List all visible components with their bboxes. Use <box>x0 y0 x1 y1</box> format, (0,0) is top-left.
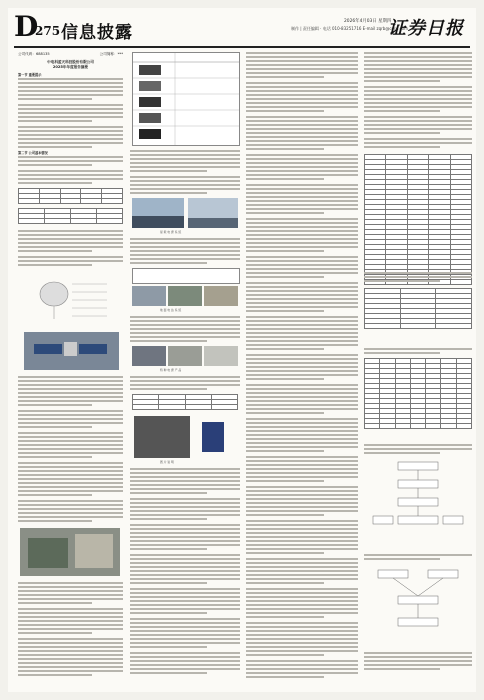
diagram-figure <box>32 274 112 324</box>
column-2 <box>130 52 240 684</box>
photo-solar-b <box>188 198 238 228</box>
shareholder-table <box>364 288 472 329</box>
photo-c <box>204 286 238 306</box>
shareholder-table-2 <box>364 358 472 429</box>
section-letter: D <box>14 10 39 43</box>
photo-solar-a <box>132 198 184 228</box>
caption: 星 载 电 源 系 统 <box>160 230 182 234</box>
column-3 <box>246 52 358 684</box>
photo-f <box>204 346 238 366</box>
ownership-diagram <box>368 460 468 550</box>
photo-device <box>202 422 224 452</box>
section-heading-2: 第二节 公司基本情况 <box>18 151 48 155</box>
photo-equipment <box>20 528 120 576</box>
stock-abbr: 公司简称：*** <box>99 52 123 56</box>
photo-d <box>132 346 166 366</box>
ownership-diagram-2 <box>368 566 468 646</box>
photo-b <box>168 286 202 306</box>
data-table <box>18 208 123 224</box>
company-name: 中电科蓝天科技股份有限公司 <box>47 60 94 64</box>
photo-e <box>168 346 202 366</box>
editor-line: 制作 | 责任编辑 · 电话 010-83251716 E-mail zqrb@ccse.com <box>291 26 409 31</box>
financial-table <box>364 154 472 285</box>
photo-material <box>134 416 190 458</box>
newspaper-logo: 证券日报 <box>388 18 464 39</box>
section-title: 信息披露 <box>61 23 133 43</box>
product-table-graphic <box>133 53 239 145</box>
stock-code: 公司代码：688135 <box>18 52 50 56</box>
caption: 图 片 说 明 <box>160 460 174 464</box>
caption: 地 面 电 站 系 统 <box>160 308 182 312</box>
note-box <box>132 268 240 284</box>
photo-satellite <box>24 332 119 370</box>
column-4 <box>364 52 472 684</box>
page-number: 275 <box>35 24 61 38</box>
caption: 特 种 电 源 产 品 <box>160 368 182 372</box>
report-title: 2025年年度报告摘要 <box>52 65 89 69</box>
data-table <box>18 188 123 204</box>
product-table <box>132 52 240 146</box>
date-line: 2026年4月03日 星期四 <box>344 19 392 24</box>
masthead <box>14 12 470 48</box>
section-heading: 第一节 重要提示 <box>18 73 42 77</box>
photo-a <box>132 286 166 306</box>
data-table <box>132 394 238 410</box>
column-1 <box>18 52 123 684</box>
